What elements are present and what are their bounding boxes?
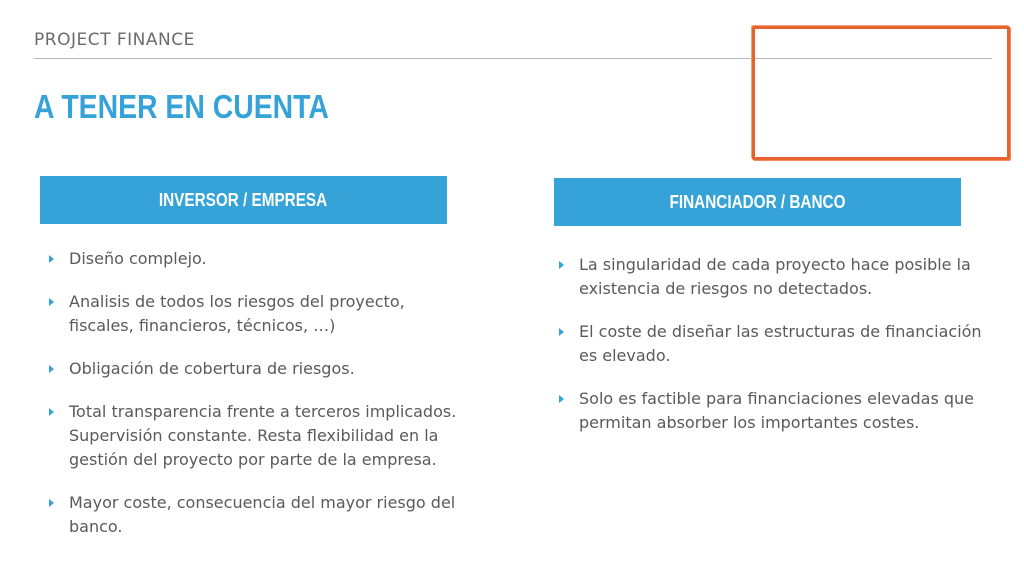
triangle-bullet-icon — [49, 365, 54, 373]
list-item — [554, 320, 984, 368]
left-bullet-list — [44, 247, 474, 558]
triangle-bullet-icon — [49, 408, 54, 416]
list-item — [44, 400, 474, 472]
list-item — [554, 387, 984, 435]
list-item-text: Diseño complejo. — [69, 249, 207, 268]
list-item-text: Solo es factible para financiaciones elevadas que permitan absorber los importantes costes. — [579, 389, 975, 432]
triangle-bullet-icon — [559, 261, 564, 269]
list-item — [44, 491, 474, 539]
triangle-bullet-icon — [49, 255, 54, 263]
list-item-text: Obligación de cobertura de riesgos. — [69, 359, 355, 378]
triangle-bullet-icon — [559, 395, 564, 403]
triangle-bullet-icon — [49, 298, 54, 306]
list-item — [44, 290, 474, 338]
section-header: PROJECT FINANCE — [34, 30, 195, 50]
triangle-bullet-icon — [49, 499, 54, 507]
right-bullet-list — [554, 253, 984, 454]
list-item — [554, 253, 984, 301]
right-column-header — [554, 178, 961, 226]
page-title: A TENER EN CUENTA — [34, 88, 329, 125]
triangle-bullet-icon — [559, 328, 564, 336]
right-column-heading: FINANCIADOR / BANCO — [669, 191, 846, 212]
list-item — [44, 247, 474, 271]
list-item-text: Analisis de todos los riesgos del proyecto, fiscales, financieros, técnicos, …) — [69, 292, 405, 335]
image-placeholder-frame — [752, 26, 1010, 160]
list-item-text: Mayor coste, consecuencia del mayor riesgo del banco. — [69, 493, 456, 536]
list-item-text: La singularidad de cada proyecto hace posible la existencia de riesgos no detectados. — [579, 255, 971, 298]
left-column-heading: INVERSOR / EMPRESA — [159, 189, 328, 210]
list-item — [44, 357, 474, 381]
left-column-header — [40, 176, 447, 224]
list-item-text: Total transparencia frente a terceros implicados. Supervisión constante. Resta flexibilidad en la gestión del proyecto por parte de la empresa. — [69, 402, 457, 469]
list-item-text: El coste de diseñar las estructuras de financiación es elevado. — [579, 322, 982, 365]
